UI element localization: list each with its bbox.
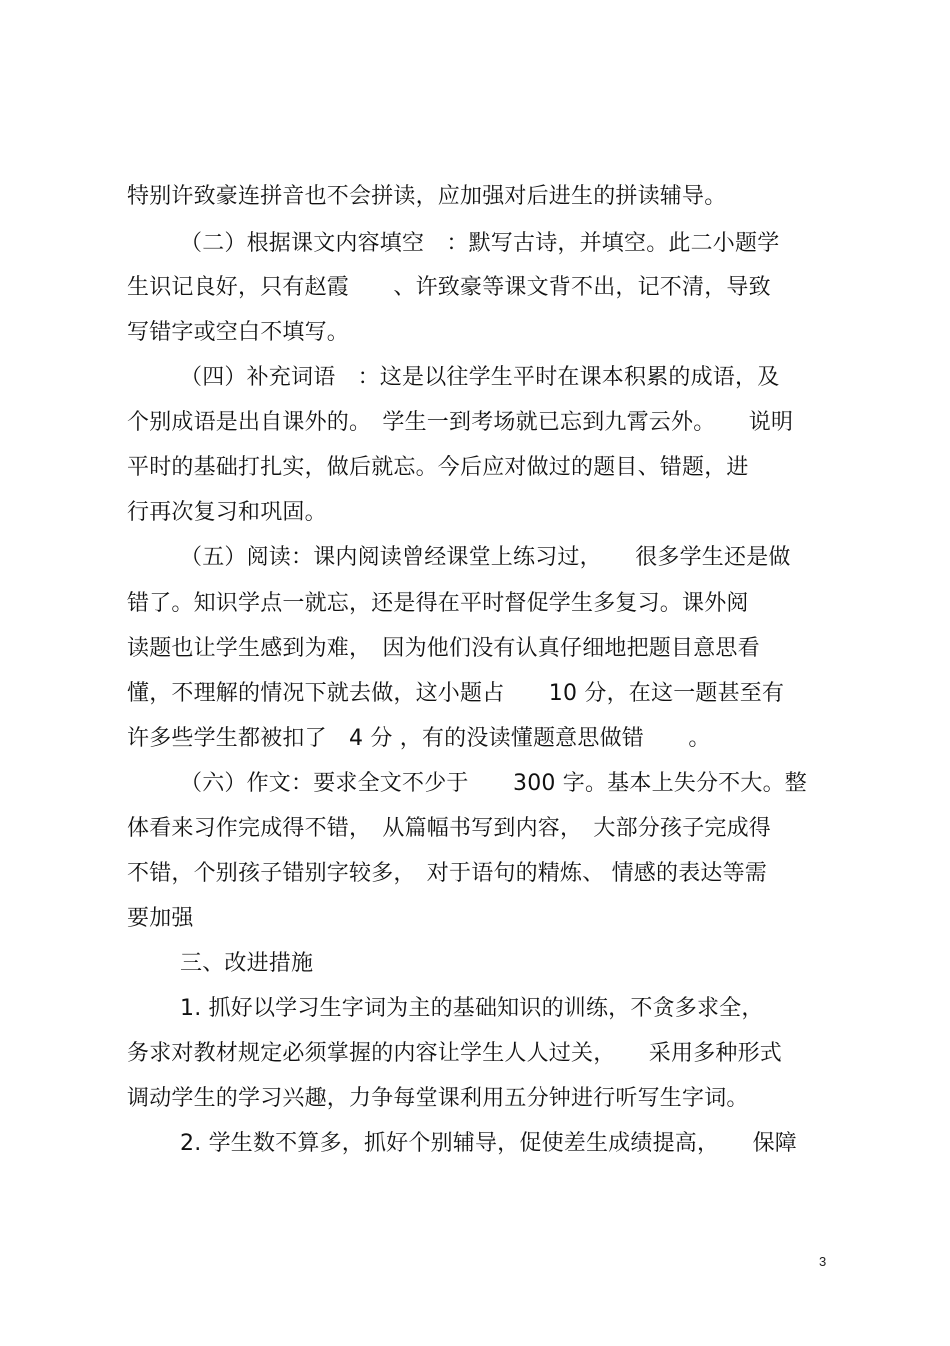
text-line: 行再次复习和巩固。	[127, 500, 327, 525]
text-line: （二）根据课文内容填空 ：默写古诗，并填空。此二小题学	[180, 231, 780, 256]
text-line: 生识记良好，只有赵霞 、许致豪等课文背不出，记不清，导致	[127, 275, 771, 300]
text-line: 错了。知识学点一就忘，还是得在平时督促学生多复习。课外阅	[127, 591, 749, 616]
text-line: 2. 学生数不算多，抓好个别辅导，促使差生成绩提高， 保障	[180, 1131, 797, 1156]
text-line: 务求对教材规定必须掌握的内容让学生人人过关， 采用多种形式	[127, 1041, 783, 1066]
page-number: 3	[819, 1254, 827, 1269]
text-line: 许多些学生都被扣了 4 分 ，有的没读懂题意思做错 。	[127, 726, 711, 751]
section-heading: 三、改进措施	[180, 951, 314, 976]
text-line: 写错字或空白不填写。	[127, 320, 350, 345]
text-line: 读题也让学生感到为难， 因为他们没有认真仔细地把题目意思看	[127, 636, 760, 661]
text-line: 特别许致豪连拼音也不会拼读，应加强对后进生的拼读辅导。	[127, 184, 727, 209]
text-line: （六）作文：要求全文不少于 300 字。基本上失分不大。整	[180, 771, 807, 796]
text-line: （四）补充词语 ：这是以往学生平时在课本积累的成语，及	[180, 365, 780, 390]
text-line: 平时的基础打扎实，做后就忘。今后应对做过的题目、错题，进	[127, 455, 749, 480]
text-line: 懂，不理解的情况下就去做，这小题占 10 分，在这一题甚至有	[127, 681, 785, 706]
text-line: 1. 抓好以学习生字词为主的基础知识的训练，不贪多求全，	[180, 996, 764, 1021]
text-line: （五）阅读：课内阅读曾经课堂上练习过， 很多学生还是做	[180, 545, 791, 570]
text-line: 要加强	[127, 906, 194, 931]
text-line: 体看来习作完成得不错， 从篇幅书写到内容， 大部分孩子完成得	[127, 816, 772, 841]
text-line: 调动学生的学习兴趣，力争每堂课利用五分钟进行听写生字词。	[127, 1086, 749, 1111]
text-line: 个别成语是出自课外的。 学生一到考场就已忘到九霄云外。 说明	[127, 410, 794, 435]
text-line: 不错，个别孩子错别字较多， 对于语句的精炼、 情感的表达等需	[127, 861, 767, 886]
